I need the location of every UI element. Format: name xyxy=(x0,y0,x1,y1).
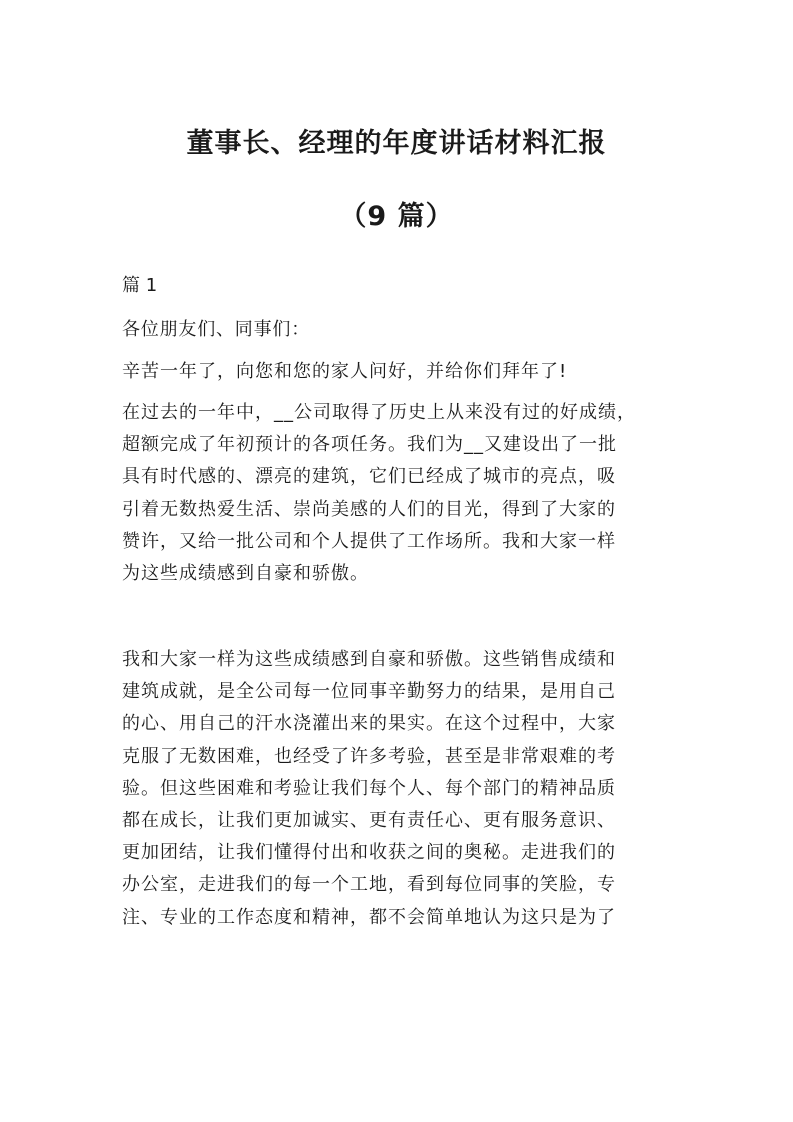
section-label: 篇 1 xyxy=(122,275,158,296)
paragraph-line: 验。但这些困难和考验让我们每个人、每个部门的精神品质 xyxy=(122,777,616,799)
greeting-line: 各位朋友们、同事们： xyxy=(122,319,310,340)
paragraph-line: 具有时代感的、漂亮的建筑，它们已经成了城市的亮点，吸 xyxy=(122,466,616,488)
paragraph-line: 的心、用自己的汗水浇灌出来的果实。在这个过程中，大家 xyxy=(122,713,616,735)
paragraph-3 xyxy=(122,644,682,934)
paragraph-line: 注、专业的工作态度和精神，都不会简单地认为这只是为了 xyxy=(122,906,616,928)
paragraph-line: 为这些成绩感到自豪和骄傲。 xyxy=(122,562,369,584)
paragraph-line: 更加团结，让我们懂得付出和收获之间的奥秘。走进我们的 xyxy=(122,842,616,864)
paragraph-2 xyxy=(122,397,682,590)
document-title: 董事长、经理的年度讲话材料汇报 xyxy=(186,128,607,159)
document-subtitle: （9 篇） xyxy=(339,201,454,232)
paragraph-line: 在过去的一年中，__公司取得了历史上从来没有过的好成绩， xyxy=(122,402,636,423)
paragraph-line: 引着无数热爱生活、崇尚美感的人们的目光，得到了大家的 xyxy=(122,498,616,520)
paragraph-line: 建筑成就，是全公司每一位同事辛勤努力的结果，是用自己 xyxy=(122,681,616,703)
paragraph-line: 都在成长，让我们更加诚实、更有责任心、更有服务意识、 xyxy=(122,809,616,831)
paragraph-line: 办公室，走进我们的每一个工地，看到每位同事的笑脸，专 xyxy=(122,874,616,896)
paragraph-line: 克服了无数困难，也经受了许多考验，甚至是非常艰难的考 xyxy=(122,745,616,767)
paragraph-line: 赞许，又给一批公司和个人提供了工作场所。我和大家一样 xyxy=(122,530,616,552)
paragraph-line: 我和大家一样为这些成绩感到自豪和骄傲。这些销售成绩和 xyxy=(122,649,616,670)
paragraph-1 xyxy=(122,356,682,388)
paragraph-line: 超额完成了年初预计的各项任务。我们为__又建设出了一批 xyxy=(122,434,617,456)
paragraph-line: 辛苦一年了，向您和您的家人问好，并给你们拜年了! xyxy=(122,361,568,382)
